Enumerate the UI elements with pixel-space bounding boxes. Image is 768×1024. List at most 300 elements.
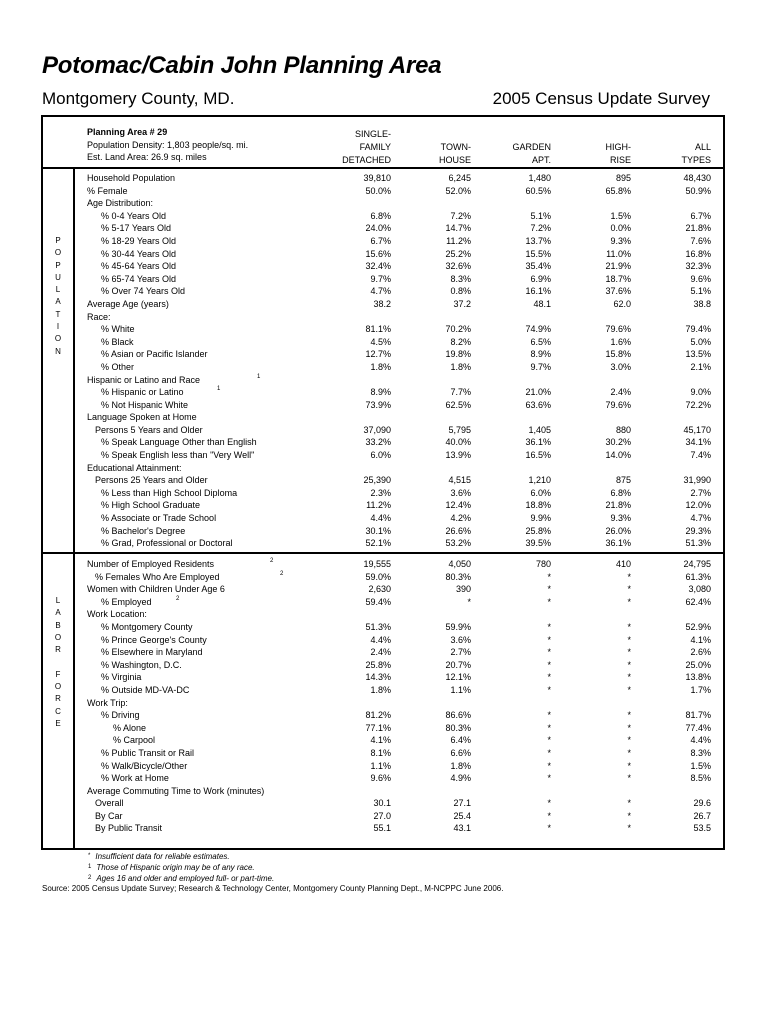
table-row [87,374,711,387]
row-label: Work Trip: [87,697,128,708]
row-label: Hispanic or Latino and Race [87,374,201,385]
table-row [87,747,711,760]
cell-value: 81.1% [365,324,391,335]
cell-value: 29.3% [685,525,711,536]
cell-value: 39.5% [525,538,551,549]
row-label: % Speak English less than "Very Well" [101,450,255,461]
footnote-text: Insufficient data for reliable estimates. [95,852,230,861]
row-label: % Virginia [101,672,142,683]
cell-value: 30.2% [605,437,631,448]
cell-value: * [627,823,631,834]
cell-value: * [627,621,631,632]
cell-value: 6.8% [610,487,631,498]
cell-value: 5.1% [530,210,551,221]
table-row [87,772,711,785]
cell-value: * [547,647,551,658]
data-table [41,115,725,850]
cell-value: 79.4% [685,324,711,335]
cell-value: 52.1% [365,538,391,549]
cell-value: 6.7% [690,210,711,221]
cell-value: * [627,584,631,595]
cell-value: 60.5% [525,185,551,196]
cell-value: 70.2% [445,324,471,335]
cell-value: * [547,798,551,809]
cell-value: 1.6% [610,336,631,347]
footnote [88,851,274,862]
cell-value: 9.3% [610,235,631,246]
row-label: % Asian or Pacific Islander [101,349,208,360]
table-row [87,474,711,487]
cell-value: 8.3% [450,273,471,284]
row-label: Race: [87,311,111,322]
cell-value: 81.7% [685,710,711,721]
cell-value: 9.6% [370,773,391,784]
table-row [87,222,711,235]
cell-value: 8.9% [530,349,551,360]
table-row [87,537,711,550]
col-header-townhouse [439,141,471,167]
cell-value: 32.3% [685,261,711,272]
cell-value: 3.6% [450,487,471,498]
cell-value: 6,245 [448,173,471,183]
side-letter: E [55,718,61,728]
cell-value: 81.2% [365,710,391,721]
cell-value: 8.5% [690,773,711,784]
cell-value: 26.7 [693,810,711,821]
side-letter: A [55,297,61,307]
row-label: % Prince George's County [101,634,207,645]
cell-value: * [547,659,551,670]
cell-value: 37.2 [453,298,471,309]
table-row [87,797,711,810]
side-letter: C [55,706,61,716]
cell-value: 6.9% [530,273,551,284]
row-label: % Not Hispanic White [101,399,189,410]
cell-value: * [547,710,551,721]
cell-value: 5.1% [690,286,711,297]
cell-value: 5.0% [690,336,711,347]
cell-value: 1.1% [370,760,391,771]
cell-value: 35.4% [525,261,551,272]
table-row [87,172,711,185]
cell-value: 4.1% [370,735,391,746]
footnote-mark: 2 [88,875,92,881]
cell-value: 9.0% [690,387,711,398]
row-label: % Bachelor's Degree [101,525,186,536]
cell-value: 16.1% [525,286,551,297]
col-header-line: HIGH- [605,142,631,152]
cell-value: 6.0% [530,487,551,498]
cell-value: * [627,710,631,721]
row-label: % Females Who Are Employed [95,571,220,582]
cell-value: 9.9% [530,513,551,524]
labor-force-section [87,558,711,835]
cell-value: 51.3% [685,538,711,549]
table-row [87,260,711,273]
table-row [87,785,711,798]
cell-value: 2.4% [370,647,391,658]
table-row [87,348,711,361]
row-label: % 18-29 Years Old [101,235,177,246]
cell-value: 2.1% [690,361,711,372]
table-row [87,311,711,324]
row-label: % Employed [101,596,152,607]
row-label: % Walk/Bicycle/Other [101,760,188,771]
cell-value: * [547,722,551,733]
cell-value: 62.5% [445,399,471,410]
table-row [87,436,711,449]
row-label: % Less than High School Diploma [101,487,238,498]
cell-value: 410 [615,559,631,569]
cell-value: 51.3% [365,621,391,632]
table-row [87,386,711,399]
cell-value: 38.8 [693,298,711,309]
table-row [87,621,711,634]
row-label: Number of Employed Residents [87,559,215,569]
table-row [87,273,711,286]
cell-value: 59.9% [445,621,471,632]
table-row [87,361,711,374]
survey-name: 2005 Census Update Survey [492,89,710,108]
cell-value: 25.0% [685,659,711,670]
cell-value: 1.8% [370,361,391,372]
cell-value: 27.0 [373,810,391,821]
cell-value: 14.3% [365,672,391,683]
cell-value: 39,810 [363,173,391,183]
cell-value: 4,050 [448,559,471,569]
cell-value: 19,555 [363,559,391,569]
col-header-line: GARDEN [512,142,551,152]
table-row [87,608,711,621]
side-letter: P [55,236,61,245]
source-note: Source: 2005 Census Update Survey; Research & Technology Center, Montgomery County Planning Dept., M-NCPPC June 2006. [42,884,504,893]
row-label: Educational Attainment: [87,462,182,473]
cell-value: 2.7% [450,647,471,658]
cell-value: 11.2% [446,235,471,246]
cell-value: 880 [615,424,631,435]
row-label: % 45-64 Years Old [101,261,177,272]
row-label: % Work at Home [101,773,169,784]
cell-value: 7.4% [690,450,711,461]
col-header-line: RISE [609,155,631,165]
cell-value: * [467,596,471,607]
cell-value: 79.6% [605,399,631,410]
cell-value: 43.1 [453,823,471,834]
cell-value: 4.4% [370,513,391,524]
cell-value: * [627,760,631,771]
cell-value: 21.0% [525,387,551,398]
cell-value: 18.7% [605,273,631,284]
cell-value: 50.0% [365,185,391,196]
table-row [87,722,711,735]
cell-value: 55.1 [373,823,391,834]
cell-value: 13.9% [445,450,471,461]
cell-value: 0.8% [450,286,471,297]
side-letter: O [54,682,62,692]
table-row [87,571,711,584]
table-row [87,248,711,261]
row-label: % Female [87,185,128,196]
cell-value: 4.1% [690,634,711,645]
side-letter: P [55,260,61,270]
cell-value: 875 [615,475,631,486]
cell-value: 1,405 [528,424,551,435]
cell-value: 62.4% [685,596,711,607]
population-section [87,172,711,550]
cell-value: 63.6% [525,399,551,410]
col-header-line: ALL [694,142,711,152]
cell-value: 77.1% [365,722,391,733]
population-density: Population Density: 1,803 people/sq. mi. [87,139,249,150]
cell-value: 62.0 [613,298,631,309]
cell-value: 80.3% [445,722,471,733]
cell-value: * [627,798,631,809]
row-label: Overall [95,798,124,809]
cell-value: * [547,634,551,645]
cell-value: * [627,672,631,683]
cell-value: 26.6% [445,525,471,536]
cell-value: 48.1 [533,298,551,309]
cell-value: 1.8% [450,361,471,372]
cell-value: 1.8% [370,684,391,695]
cell-value: 2.7% [690,487,711,498]
row-label: % 5-17 Years Old [101,223,172,234]
cell-value: 25,390 [363,475,391,486]
cell-value: 0.0% [610,223,631,234]
side-letter: O [54,632,62,642]
cell-value: * [547,735,551,746]
side-letter: U [55,272,61,282]
cell-value: 2.3% [370,487,391,498]
footnote-mark: * [88,853,91,859]
cell-value: 3,080 [688,584,711,595]
footnote-marker: 1 [257,373,261,380]
divider [43,552,723,554]
cell-value: 7.2% [450,210,471,221]
cell-value: 11.2% [366,500,391,511]
cell-value: 1,210 [528,475,551,486]
cell-value: 12.1% [445,672,471,683]
row-label: % 30-44 Years Old [101,248,177,259]
cell-value: * [627,773,631,784]
cell-value: 31,990 [683,475,711,486]
footnote-mark: 1 [88,864,92,870]
cell-value: 26.0% [605,525,631,536]
cell-value: 2.6% [690,647,711,658]
row-label: % Speak Language Other than English [101,437,257,448]
table-row [87,499,711,512]
row-label: % Black [101,336,134,347]
side-letter: O [54,334,62,344]
cell-value: 14.0% [605,450,631,461]
row-label: By Car [95,810,123,821]
table-row [87,583,711,596]
cell-value: * [627,810,631,821]
row-label: % Over 74 Years Old [101,286,186,297]
cell-value: 9.7% [370,273,391,284]
population-side-label [43,235,73,358]
cell-value: 45,170 [683,424,711,435]
cell-value: 6.8% [370,210,391,221]
row-label: % Associate or Trade School [101,513,217,524]
row-label: % Other [101,361,135,372]
cell-value: 13.8% [685,672,711,683]
cell-value: 19.8% [445,349,471,360]
cell-value: 12.4% [445,500,471,511]
table-row [87,684,711,697]
cell-value: 48,430 [683,173,711,183]
cell-value: 8.3% [690,747,711,758]
cell-value: 27.1 [453,798,471,809]
cell-value: 20.7% [445,659,471,670]
side-letter: A [55,608,61,618]
footnotes [88,851,274,884]
cell-value: * [547,584,551,595]
side-letter: L [55,596,61,605]
cell-value: 36.1% [525,437,551,448]
footnote-marker: 1 [217,386,221,393]
cell-value: 50.9% [685,185,711,196]
cell-value: 24.0% [365,223,391,234]
cell-value: 80.3% [445,571,471,582]
planning-area-number: Planning Area # 29 [87,127,168,137]
cell-value: 6.5% [530,336,551,347]
table-row [87,760,711,773]
cell-value: 13.5% [685,349,711,360]
cell-value: 32.4% [365,261,391,272]
cell-value: 390 [455,584,471,595]
side-letter: B [55,620,61,630]
cell-value: * [547,621,551,632]
side-letter: I [56,322,60,332]
cell-value: 8.2% [450,336,471,347]
row-label: Average Age (years) [87,298,169,309]
cell-value: 34.1% [685,437,711,448]
table-row [87,697,711,710]
cell-value: 13.7% [525,235,551,246]
cell-value: * [547,571,551,582]
row-label: % Carpool [113,735,156,746]
table-row [87,210,711,223]
table-row [87,411,711,424]
table-row [87,558,711,571]
cell-value: 8.9% [370,387,391,398]
table-row [87,298,711,311]
cell-value: 72.2% [685,399,711,410]
cell-value: 2.4% [610,387,631,398]
cell-value: * [547,672,551,683]
footnote-text: Those of Hispanic origin may be of any race. [96,863,255,872]
col-header-line: APT. [531,155,551,165]
cell-value: * [547,596,551,607]
row-label: % Washington, D.C. [101,659,182,670]
row-label: Women with Children Under Age 6 [87,584,225,595]
footnote-marker: 2 [280,570,284,577]
side-letter: F [55,669,61,679]
table-row [87,462,711,475]
cell-value: 37.6% [605,286,631,297]
side-letter: L [55,285,61,295]
cell-value: 24,795 [683,559,711,569]
divider [73,167,75,848]
cell-value: 895 [615,173,631,183]
row-label: % 65-74 Years Old [101,273,177,284]
cell-value: 21.8% [605,500,631,511]
row-label: % Hispanic or Latino [101,387,184,398]
labor-force-side-label [43,595,73,730]
cell-value: 6.7% [370,235,391,246]
row-label: Age Distribution: [87,198,154,209]
row-label: % Elsewhere in Maryland [101,647,203,658]
cell-value: 21.8% [685,223,711,234]
row-label: By Public Transit [95,823,163,834]
cell-value: 36.1% [605,538,631,549]
cell-value: 16.8% [685,248,711,259]
cell-value: * [627,747,631,758]
cell-value: 74.9% [525,324,551,335]
table-header-info [87,126,248,164]
footnote-marker: 2 [176,595,180,602]
cell-value: 53.5 [693,823,711,834]
footnote-text: Ages 16 and older and employed full- or part-time. [96,874,275,883]
table-row [87,646,711,659]
cell-value: 25.2% [445,248,471,259]
cell-value: 9.7% [530,361,551,372]
cell-value: * [627,659,631,670]
footnote [88,873,274,884]
cell-value: 38.2 [373,298,391,309]
table-row [87,634,711,647]
cell-value: 33.2% [365,437,391,448]
side-letter: R [55,645,61,655]
table-row [87,235,711,248]
cell-value: 1.5% [690,760,711,771]
cell-value: 6.0% [370,450,391,461]
cell-value: 15.6% [365,248,391,259]
col-header-line: HOUSE [438,155,471,165]
side-letter: T [55,309,61,319]
cell-value: 37,090 [363,424,391,435]
table-row [87,596,711,609]
table-row [87,734,711,747]
cell-value: * [547,747,551,758]
table-row [87,512,711,525]
page-title: Potomac/Cabin John Planning Area [42,52,442,79]
col-header-line: DETACHED [342,155,391,165]
cell-value: 15.8% [605,349,631,360]
cell-value: 61.3% [685,571,711,582]
row-label: Household Population [87,173,176,183]
row-label: Language Spoken at Home [87,412,197,423]
row-label: % Alone [113,722,147,733]
cell-value: * [547,810,551,821]
footnote [88,862,274,873]
land-area: Est. Land Area: 26.9 sq. miles [87,152,207,162]
footnote-marker: 2 [270,558,274,564]
table-row [87,810,711,823]
cell-value: * [627,571,631,582]
cell-value: * [627,647,631,658]
side-letter: N [55,346,61,356]
row-label: % Public Transit or Rail [101,747,195,758]
cell-value: 780 [535,559,551,569]
cell-value: 4.4% [370,634,391,645]
cell-value: 1.7% [690,684,711,695]
cell-value: * [627,684,631,695]
cell-value: 9.6% [690,273,711,284]
cell-value: 4.7% [690,513,711,524]
side-letter: O [54,248,62,258]
